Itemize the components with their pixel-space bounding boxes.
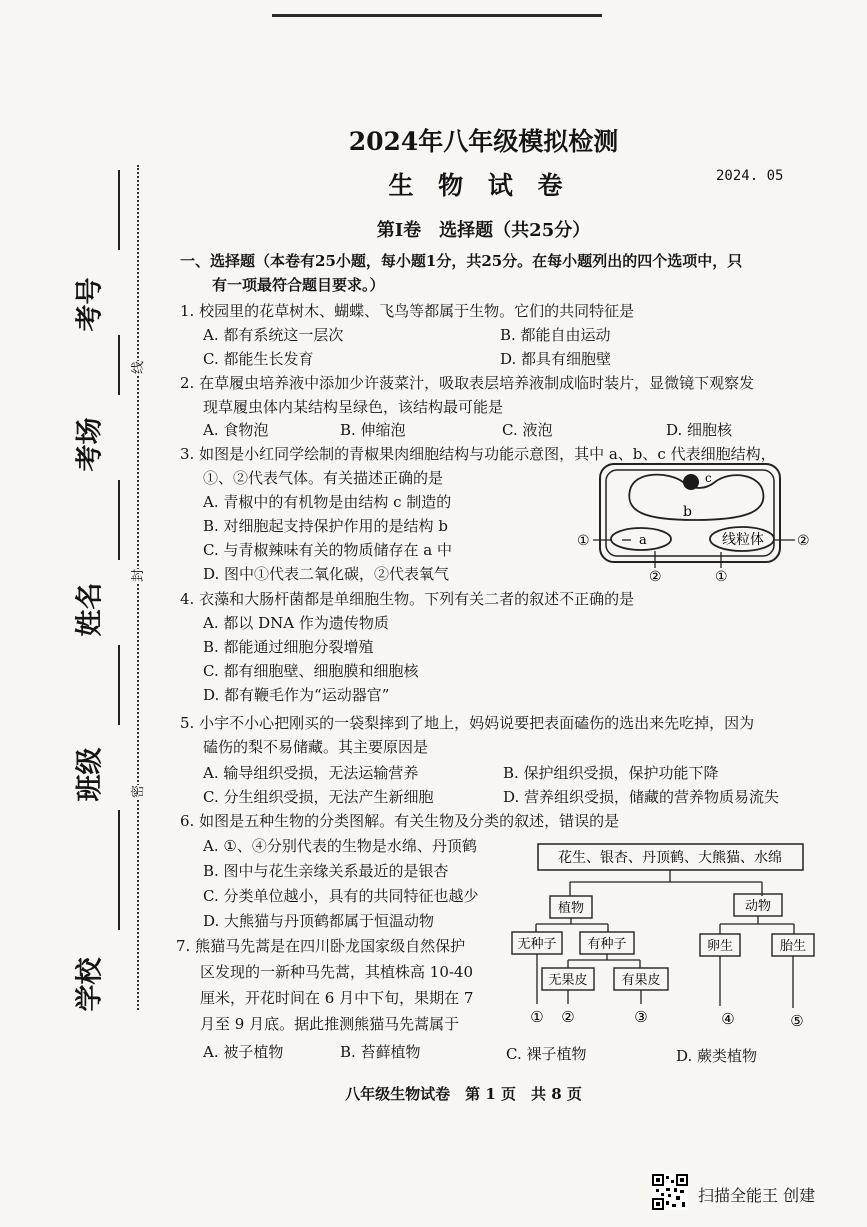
- binding-dotted-line: [137, 165, 139, 1010]
- cell-diagram: [575, 460, 815, 585]
- svg-text:线粒体: 线粒体: [722, 532, 764, 548]
- q2-stem-2: 现草履虫体内某结构呈绿色，该结构最可能是: [203, 398, 504, 416]
- q3-option-b: B. 对细胞起支持保护作用的是结构 b: [203, 517, 448, 535]
- svg-text:②: ②: [649, 569, 662, 585]
- svg-text:②: ②: [797, 533, 810, 549]
- svg-text:b: b: [683, 504, 692, 520]
- svg-text:无种子: 无种子: [517, 937, 557, 952]
- q5-stem-1: 5. 小宇不小心把刚买的一袋梨摔到了地上，妈妈说要把表面磕伤的选出来先吃掉，因为: [180, 714, 755, 732]
- q2-option-b: B. 伸缩泡: [340, 421, 406, 439]
- q4-option-d: D. 都有鞭毛作为“运动器官”: [203, 686, 390, 704]
- q3-stem-2: ①、②代表气体。有关描述正确的是: [203, 469, 444, 487]
- q6-stem: 6. 如图是五种生物的分类图解。有关生物及分类的叙述，错误的是: [180, 812, 620, 830]
- q3-stem-1: 3. 如图是小红同学绘制的青椒果肉细胞结构与功能示意图，其中 a、b、c 代表细胞结构，: [180, 445, 776, 463]
- svg-text:①: ①: [715, 569, 728, 585]
- q1-option-c: C. 都能生长发育: [203, 350, 314, 368]
- svg-text:胎生: 胎生: [779, 939, 807, 954]
- q5-option-b: B. 保护组织受损，保护功能下降: [503, 764, 719, 782]
- field-school: 学校: [74, 957, 106, 1012]
- svg-text:卵生: 卵生: [706, 939, 734, 954]
- q3-option-a: A. 青椒中的有机物是由结构 c 制造的: [203, 493, 452, 511]
- q4-option-c: C. 都有细胞壁、细胞膜和细胞核: [203, 662, 419, 680]
- q2-option-a: A. 食物泡: [203, 421, 269, 439]
- q7-stem-3: 厘米，开花时间在 6 月中下旬，果期在 7: [200, 989, 474, 1007]
- q5-option-a: A. 输导组织受损，无法运输营养: [203, 764, 419, 782]
- q2-option-d: D. 细胞核: [666, 421, 733, 439]
- q1-option-d: D. 都具有细胞壁: [500, 350, 612, 368]
- qr-code-icon: [652, 1174, 688, 1210]
- q7-stem-1: 7. 熊猫马先蒿是在四川卧龙国家级自然保护: [176, 937, 466, 955]
- q7-option-b: B. 苔藓植物: [340, 1043, 421, 1061]
- q6-option-b: B. 图中与花生亲缘关系最近的是银杏: [203, 862, 449, 880]
- scanner-watermark: 扫描全能王 创建: [698, 1186, 816, 1205]
- instructions-line1: 一、选择题（本卷有25小题，每小题1分，共25分。在每小题列出的四个选项中，只: [180, 252, 743, 270]
- classification-tree: [500, 840, 820, 1035]
- svg-text:③: ③: [634, 1008, 648, 1026]
- svg-text:有果皮: 有果皮: [621, 973, 661, 988]
- exam-date: 2024. 05: [716, 168, 784, 184]
- q7-option-a: A. 被子植物: [203, 1043, 284, 1061]
- q1-option-b: B. 都能自由运动: [500, 326, 611, 344]
- q6-option-c: C. 分类单位越小，具有的共同特征也越少: [203, 887, 479, 905]
- field-name: 姓名: [74, 582, 106, 637]
- cut-word-line: 线: [127, 361, 146, 374]
- q4-option-a: A. 都以 DNA 作为遗传物质: [203, 614, 389, 632]
- q7-option-d: D. 蕨类植物: [676, 1047, 758, 1065]
- svg-text:a: a: [639, 533, 647, 548]
- field-line: [118, 645, 120, 725]
- svg-text:无果皮: 无果皮: [548, 973, 588, 988]
- instructions-line2: 有一项最符合题目要求。）: [212, 276, 385, 294]
- q7-option-c: C. 裸子植物: [506, 1045, 587, 1063]
- q7-stem-4: 月至 9 月底。据此推测熊猫马先蒿属于: [200, 1015, 460, 1033]
- exam-subject: 生 物 试 卷: [388, 171, 571, 200]
- svg-text:②: ②: [561, 1008, 575, 1026]
- svg-text:④: ④: [721, 1010, 735, 1028]
- q6-option-a: A. ①、④分别代表的生物是水绵、丹顶鹤: [203, 837, 477, 855]
- q3-option-d: D. 图中①代表二氧化碳，②代表氧气: [203, 565, 450, 583]
- q2-option-c: C. 液泡: [502, 421, 553, 439]
- svg-text:c: c: [705, 471, 712, 485]
- q1-stem: 1. 校园里的花草树木、蝴蝶、飞鸟等都属于生物。它们的共同特征是: [180, 302, 635, 320]
- section-title: 第Ⅰ卷 选择题（共25分）: [376, 220, 591, 241]
- cut-word-seal: 封: [127, 569, 146, 582]
- q4-option-b: B. 都能通过细胞分裂增殖: [203, 638, 374, 656]
- q6-option-d: D. 大熊猫与丹顶鹤都属于恒温动物: [203, 912, 435, 930]
- q1-option-a: A. 都有系统这一层次: [203, 326, 344, 344]
- svg-text:有种子: 有种子: [587, 937, 627, 952]
- q5-option-d: D. 营养组织受损，储藏的营养物质易流失: [503, 788, 780, 806]
- field-line: [118, 335, 120, 395]
- q5-stem-2: 磕伤的梨不易储藏。其主要原因是: [203, 738, 429, 756]
- svg-text:动物: 动物: [744, 899, 772, 914]
- q3-option-c: C. 与青椒辣味有关的物质储存在 a 中: [203, 541, 452, 559]
- field-class: 班级: [74, 747, 106, 802]
- svg-text:①: ①: [530, 1008, 544, 1026]
- field-line: [118, 480, 120, 560]
- field-exam-number: 考号: [74, 277, 106, 332]
- q7-stem-2: 区发现的一新种马先蒿，其植株高 10-40: [200, 963, 474, 981]
- q5-option-c: C. 分生组织受损，无法产生新细胞: [203, 788, 434, 806]
- top-edge-line: [272, 14, 602, 17]
- svg-text:⑤: ⑤: [790, 1012, 804, 1030]
- q4-stem: 4. 衣藻和大肠杆菌都是单细胞生物。下列有关二者的叙述不正确的是: [180, 590, 635, 608]
- page-footer: 八年级生物试卷 第 1 页 共 8 页: [345, 1085, 582, 1103]
- cut-word-secret: 密: [127, 785, 146, 798]
- svg-text:植物: 植物: [557, 901, 585, 916]
- field-exam-room: 考场: [74, 417, 106, 472]
- q2-stem-1: 2. 在草履虫培养液中添加少许菠菜汁，吸取表层培养液制成临时装片，显微镜下观察发: [180, 374, 755, 392]
- svg-text:花生、银杏、丹顶鹤、大熊猫、水绵: 花生、银杏、丹顶鹤、大熊猫、水绵: [558, 850, 782, 866]
- nucleus-c: [683, 474, 699, 490]
- exam-title: 2024年八年级模拟检测: [348, 127, 619, 156]
- field-line: [118, 810, 120, 930]
- svg-text:①: ①: [577, 533, 590, 549]
